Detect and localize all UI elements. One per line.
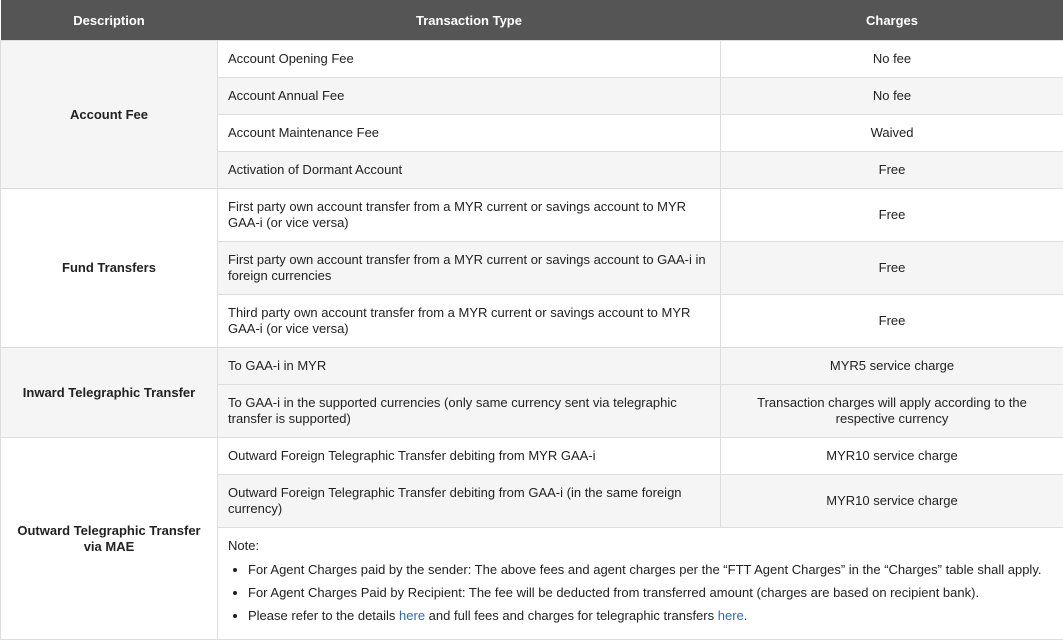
note-text: Please refer to the details	[248, 608, 400, 623]
details-link[interactable]: here	[399, 608, 426, 623]
note-text: and full fees and charges for telegraphic transfers	[425, 608, 718, 623]
transaction-type-cell: To GAA-i in MYR	[218, 348, 721, 385]
group-inward-tt: Inward Telegraphic Transfer	[1, 348, 218, 438]
header-transaction-type: Transaction Type	[218, 0, 721, 41]
group-account-fee: Account Fee	[1, 41, 218, 189]
transaction-type-cell: First party own account transfer from a MYR current or savings account to GAA-i in foreign currencies	[218, 242, 721, 295]
table-row	[1, 189, 1063, 242]
note-item: • For Agent Charges paid by the sender: The above fees and agent charges per the “FTT Agent Charges” in the “Charges” table shall apply.	[248, 562, 1053, 578]
charge-cell: Free	[721, 152, 1063, 189]
note-cell	[218, 528, 1063, 640]
telegraphic-fees-link[interactable]: here	[717, 608, 744, 623]
charge-cell: Waived	[721, 115, 1063, 152]
charge-cell: Transaction charges will apply according to the respective currency	[721, 385, 1063, 438]
transaction-type-cell: First party own account transfer from a MYR current or savings account to MYR GAA-i (or vice versa)	[218, 189, 721, 242]
note-item: • For Agent Charges Paid by Recipient: The fee will be deducted from transferred amount (charges are based on recipient bank).	[248, 585, 1053, 601]
charge-cell: MYR5 service charge	[721, 348, 1063, 385]
charge-cell: Free	[721, 295, 1063, 348]
charge-cell: MYR10 service charge	[721, 475, 1063, 528]
note-title: Note:	[228, 538, 260, 553]
table-header-row	[1, 0, 1063, 41]
transaction-type-cell: To GAA-i in the supported currencies (only same currency sent via telegraphic transfer is supported)	[218, 385, 721, 438]
table-row	[1, 348, 1063, 385]
charge-cell: No fee	[721, 78, 1063, 115]
charge-cell: Free	[721, 189, 1063, 242]
header-charges: Charges	[721, 0, 1063, 41]
charge-cell: No fee	[721, 41, 1063, 78]
transaction-type-cell: Account Maintenance Fee	[218, 115, 721, 152]
transaction-type-cell: Account Opening Fee	[218, 41, 721, 78]
charge-cell: Free	[721, 242, 1063, 295]
transaction-type-cell: Activation of Dormant Account	[218, 152, 721, 189]
charge-cell: MYR10 service charge	[721, 438, 1063, 475]
group-outward-tt: Outward Telegraphic Transfer via MAE	[1, 438, 218, 640]
note-text: .	[743, 608, 748, 623]
table-row	[1, 438, 1063, 475]
note-list	[228, 562, 1053, 624]
group-fund-transfers: Fund Transfers	[1, 189, 218, 348]
note-item	[248, 608, 1053, 624]
table-row	[1, 41, 1063, 78]
header-description: Description	[1, 0, 218, 41]
transaction-type-cell: Third party own account transfer from a MYR current or savings account to MYR GAA-i (or vice versa)	[218, 295, 721, 348]
transaction-type-cell: Account Annual Fee	[218, 78, 721, 115]
transaction-type-cell: Outward Foreign Telegraphic Transfer debiting from GAA-i (in the same foreign currency)	[218, 475, 721, 528]
transaction-type-cell: Outward Foreign Telegraphic Transfer debiting from MYR GAA-i	[218, 438, 721, 475]
